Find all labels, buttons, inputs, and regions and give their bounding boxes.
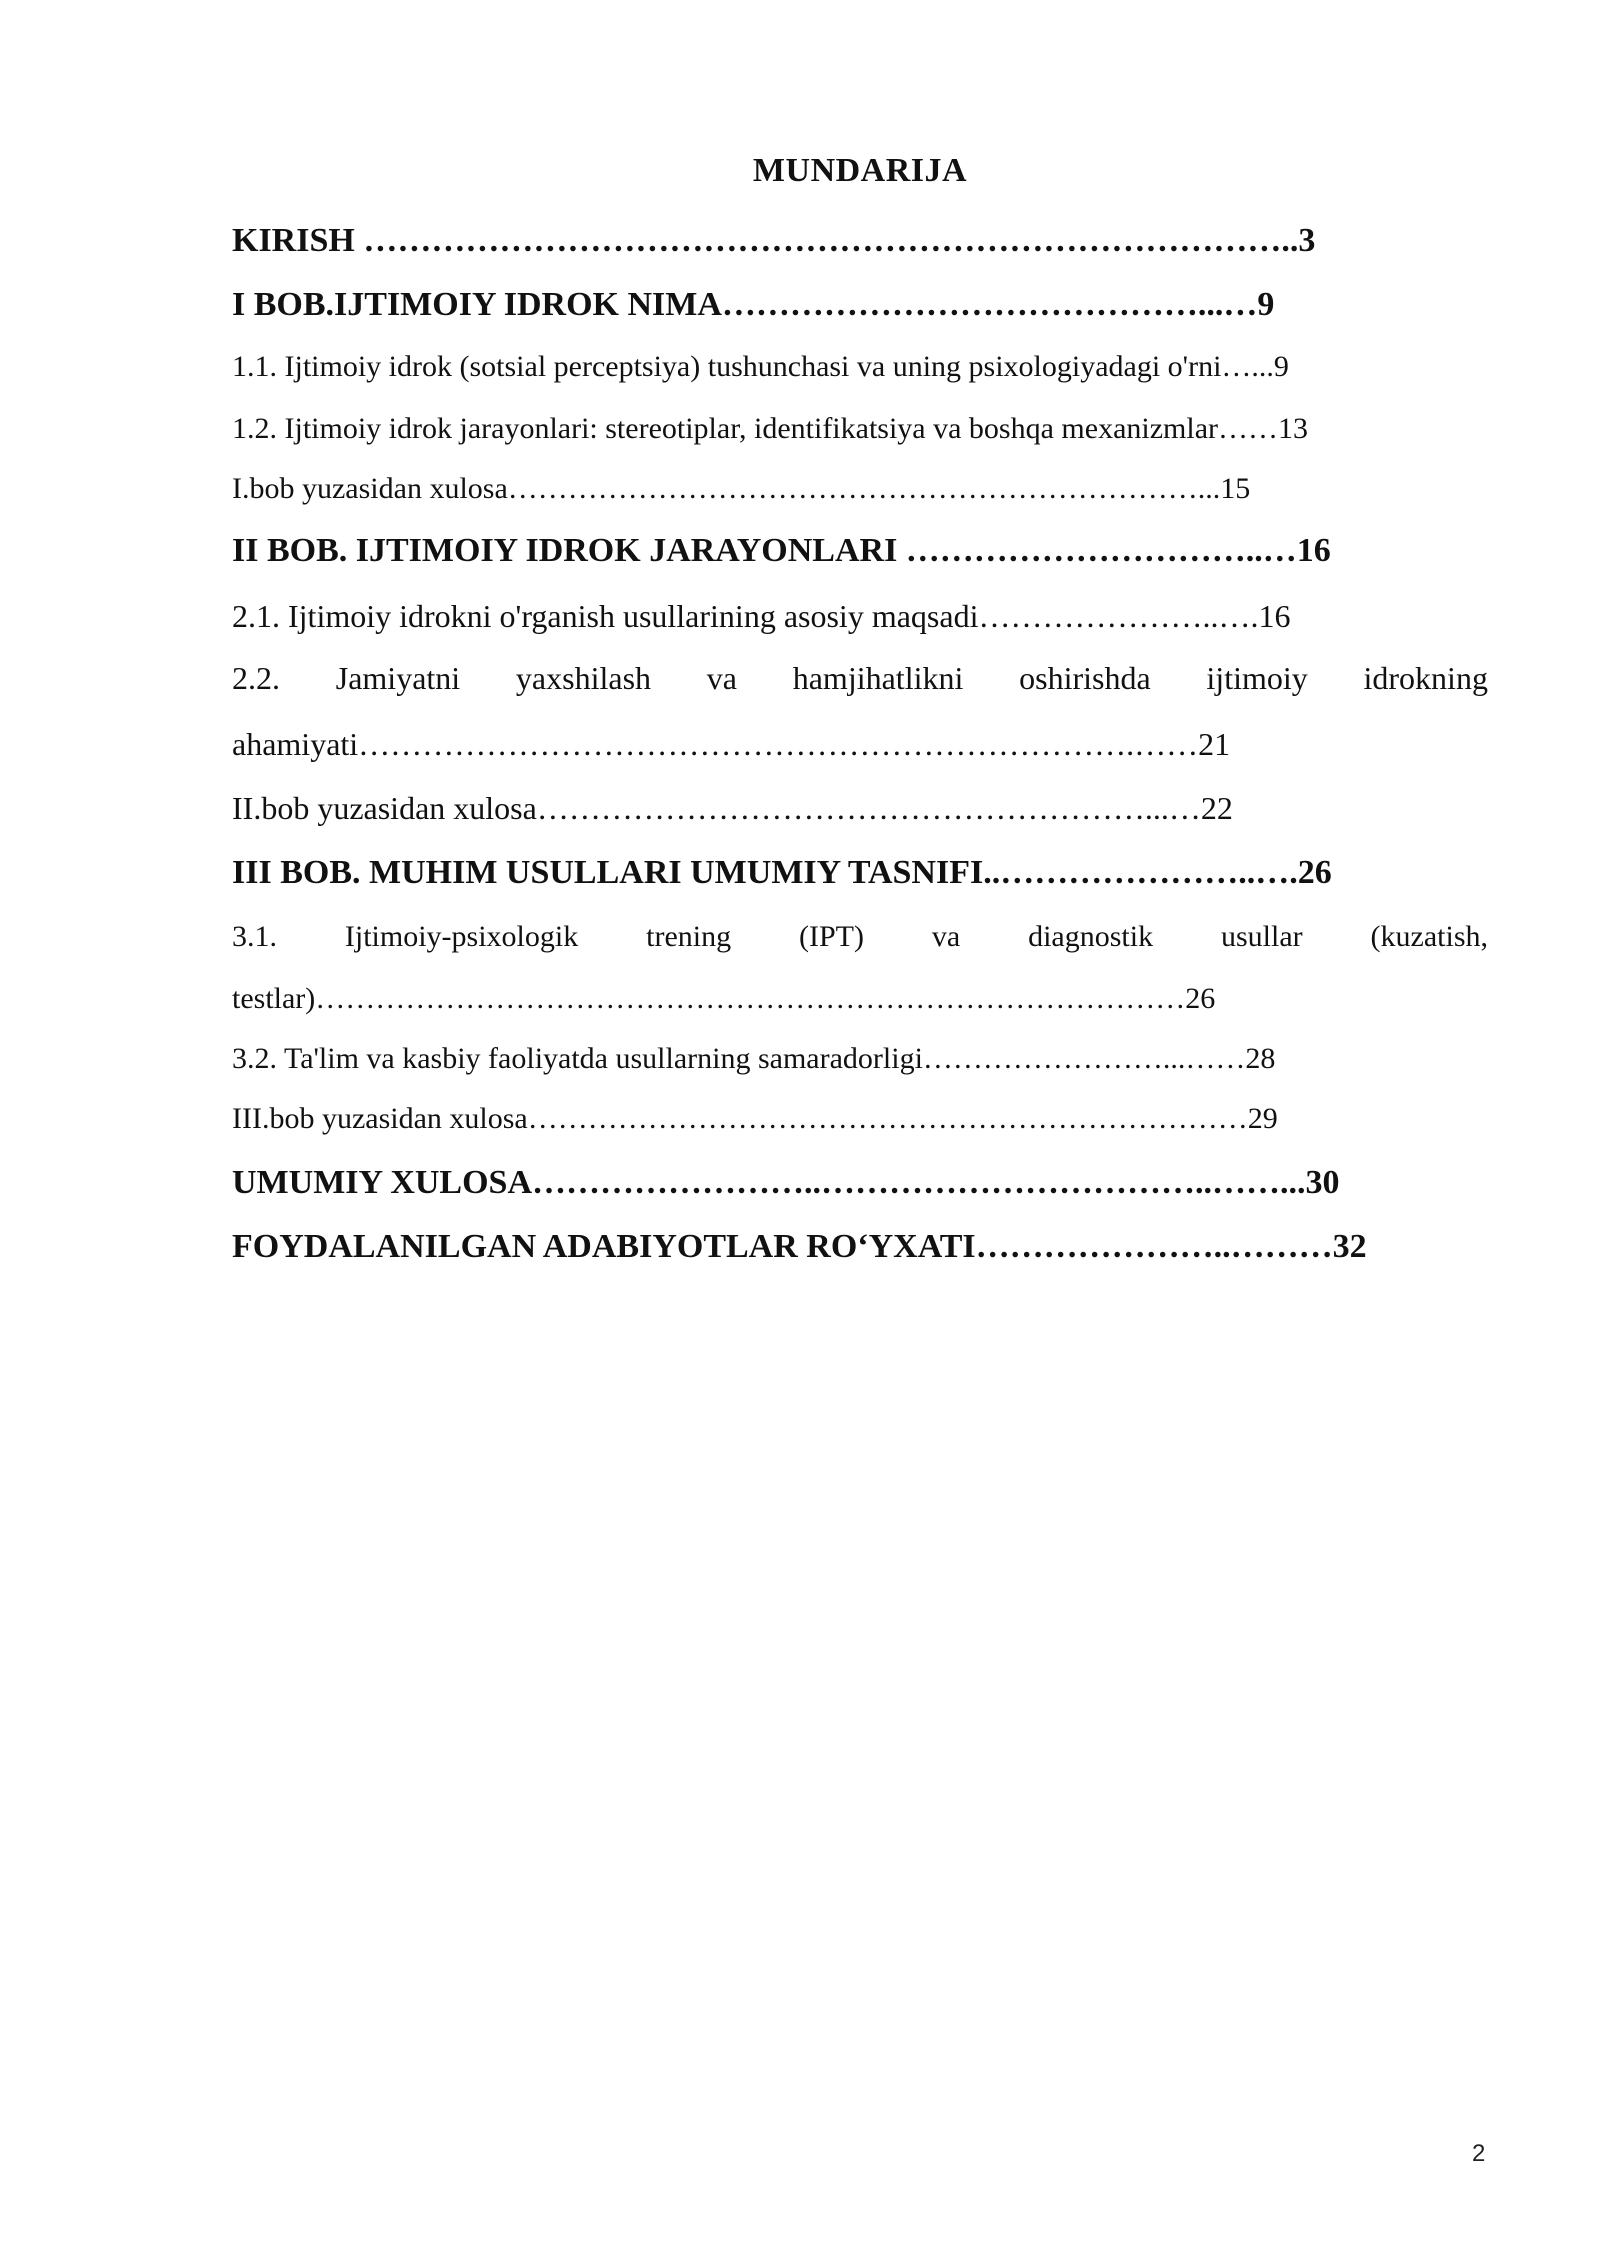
toc-entry-references[interactable]: FOYDALANILGAN ADABIYOTLAR RO‘YXATI…………………..………32	[232, 1228, 1367, 1265]
toc-entry-general-conclusion[interactable]: UMUMIY XULOSA……………………..……………………………..……...30	[232, 1164, 1340, 1201]
toc-entry-chapter-2-conclusion[interactable]: II.bob yuzasidan xulosa…………………………………………………...…22	[232, 790, 1233, 826]
toc-word: oshirishda	[1019, 660, 1151, 696]
toc-word: 3.1.	[232, 920, 277, 953]
toc-entry-section-2-1[interactable]: 2.1. Ijtimoiy idrokni o'rganish usullarining asosiy maqsadi…………………..….16	[232, 598, 1291, 634]
page-number: 2	[1472, 2140, 1486, 2167]
toc-entry-section-1-1[interactable]: 1.1. Ijtimoiy idrok (sotsial perceptsiya) tushunchasi va uning psixologiyadagi o'rni…...9	[232, 350, 1289, 383]
toc-entry-section-3-2[interactable]: 3.2. Ta'lim va kasbiy faoliyatda usullarning samaradorligi……………………...……28	[232, 1042, 1276, 1075]
toc-word: hamjihatlikni	[792, 660, 964, 696]
toc-entry-section-2-2[interactable]	[232, 662, 1488, 694]
toc-entry-chapter-2[interactable]: II BOB. IJTIMOIY IDROK JARAYONLARI …………………………..…16	[232, 532, 1331, 569]
toc-entry-section-2-2-continued[interactable]: ahamiyati……………………………………………………………….……21	[232, 726, 1231, 762]
toc-word: va	[931, 920, 961, 953]
toc-word: (IPT)	[799, 920, 864, 953]
toc-entry-chapter-3-conclusion[interactable]: III.bob yuzasidan xulosa………………………………………………………………29	[232, 1102, 1278, 1135]
toc-entry-section-1-2[interactable]: 1.2. Ijtimoiy idrok jarayonlari: stereotiplar, identifikatsiya va boshqa mexanizmlar……13	[232, 412, 1309, 445]
toc-word: trening	[646, 920, 732, 953]
toc-word: usullar	[1220, 920, 1303, 953]
toc-word: Jamiyatni	[335, 660, 461, 696]
toc-entry-section-3-1[interactable]	[232, 922, 1488, 952]
toc-word: idrokning	[1363, 660, 1488, 696]
toc-entry-section-3-1-continued[interactable]: testlar)……………………………………………………………………………26	[232, 982, 1216, 1015]
toc-entry-chapter-3[interactable]: III BOB. MUHIM USULLARI UMUMIY TASNIFI..…………………..….26	[232, 854, 1332, 891]
page-title: MUNDARIJA	[752, 152, 968, 189]
toc-word: yaxshilash	[515, 660, 652, 696]
toc-entry-chapter-1[interactable]: I BOB.IJTIMOIY IDROK NIMA……………………………………...…9	[232, 286, 1275, 323]
toc-word: Ijtimoiy-psixologik	[344, 920, 579, 953]
toc-word: ijtimoiy	[1206, 660, 1308, 696]
toc-entry-kirish[interactable]: KIRISH ………………………………………………………………………..3	[232, 222, 1316, 259]
toc-word: 2.2.	[232, 660, 280, 696]
toc-word: (kuzatish,	[1370, 920, 1488, 953]
toc-word: diagnostik	[1028, 920, 1154, 953]
toc-entry-chapter-1-conclusion[interactable]: I.bob yuzasidan xulosa……………………………………………………………...15	[232, 472, 1251, 505]
toc-word: va	[706, 660, 737, 696]
